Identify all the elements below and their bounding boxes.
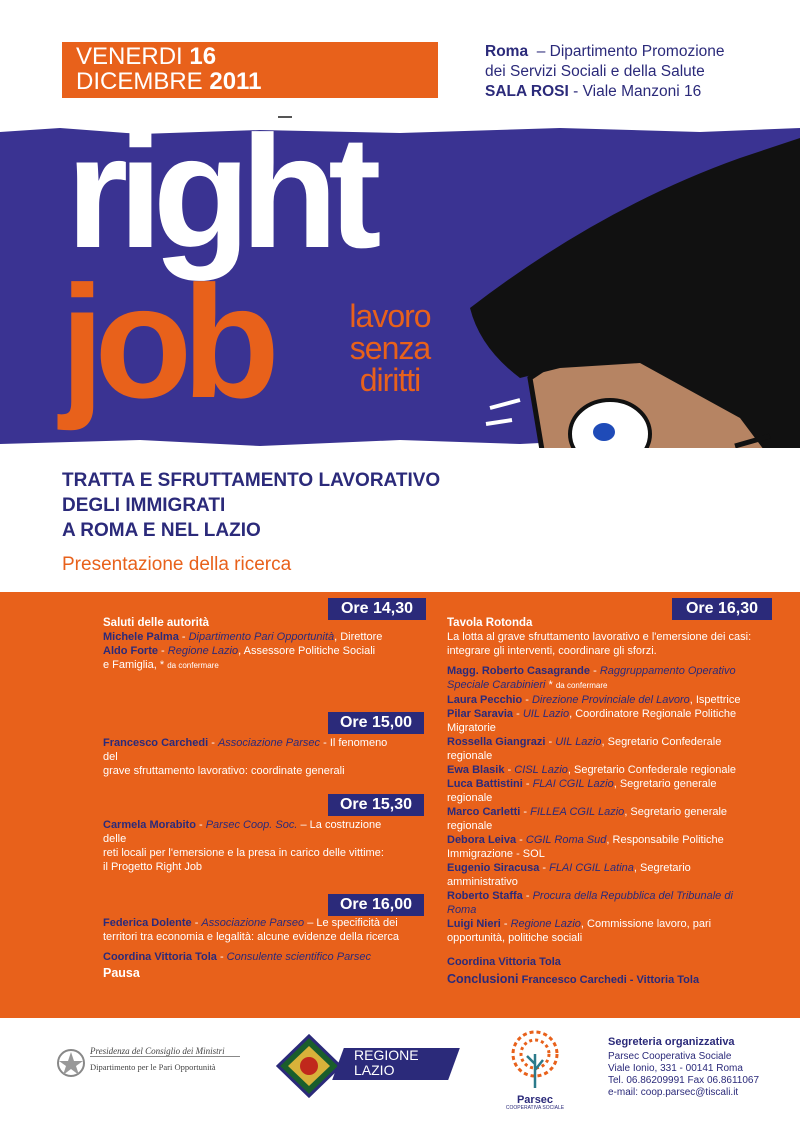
roundtable-heading: Tavola Rotonda bbox=[447, 617, 533, 629]
speaker-item: Debora Leiva - CGIL Roma Sud, Responsabile Politiche bbox=[447, 834, 724, 846]
day-label: VENERDI bbox=[76, 43, 183, 70]
venue-room: SALA ROSI bbox=[485, 83, 569, 100]
speaker-org: Procura della Repubblica del Tribunale di bbox=[532, 890, 733, 902]
speaker-name: Marco Carletti bbox=[447, 806, 521, 818]
secretariat-address: Viale Ionio, 331 - 00141 Roma bbox=[608, 1063, 743, 1074]
parsec-subtitle: COOPERATIVA SOCIALE bbox=[505, 1105, 565, 1111]
speaker-role-cont: opportunità, politiche sociali bbox=[447, 932, 583, 944]
speaker-org: FILLEA CGIL Lazio bbox=[530, 806, 625, 818]
speaker-role: , Ispettrice bbox=[689, 694, 741, 706]
event-title bbox=[62, 468, 440, 543]
speaker-role: , Direttore bbox=[334, 631, 383, 643]
day-number: 16 bbox=[189, 43, 217, 70]
tbc-note: da confermare bbox=[555, 681, 608, 690]
speaker-item: Pilar Saravia - UIL Lazio, Coordinatore Regionale Politiche bbox=[447, 708, 737, 720]
secretariat-phone: Tel. 06.86209991 Fax 06.8611067 bbox=[608, 1075, 760, 1086]
venue bbox=[485, 42, 725, 102]
speaker-role: , Segretario generale bbox=[613, 778, 717, 790]
speaker-name: Roberto Staffa bbox=[447, 890, 523, 902]
speaker-role-cont: regionale bbox=[447, 750, 493, 762]
year: 2011 bbox=[209, 68, 262, 95]
speaker-role-cont: amministrativo bbox=[447, 876, 518, 888]
speaker-org: Dipartimento Pari Opportunità bbox=[188, 631, 335, 643]
venue-line1: – Dipartimento Promozione bbox=[536, 43, 725, 60]
title-line2: DEGLI IMMIGRATI bbox=[62, 495, 226, 516]
roundtable-intro-cont: integrare gli interventi, coordinare gli sforzi. bbox=[447, 645, 657, 657]
parsec-logo bbox=[500, 1030, 570, 1114]
speaker-role: , Coordinatore Regionale Politiche bbox=[569, 708, 737, 720]
regione-line1: REGIONE bbox=[354, 1047, 419, 1063]
secretariat-email[interactable]: e-mail: coop.parsec@tiscali.it bbox=[608, 1087, 739, 1098]
venue-address: - Viale Manzoni 16 bbox=[573, 83, 702, 100]
speaker-role: , Segretario Confederale bbox=[601, 736, 722, 748]
pause-label: Pausa bbox=[103, 966, 140, 980]
speaker-item: Rossella Giangrazi - UIL Lazio, Segretario Confederale bbox=[447, 736, 722, 748]
speaker-item: Luca Battistini - FLAI CGIL Lazio, Segretario generale bbox=[447, 778, 717, 790]
time-badge-1630: Ore 16,30 bbox=[672, 598, 772, 620]
speaker-name: Francesco Carchedi bbox=[103, 737, 209, 749]
speaker-org: UIL Lazio bbox=[555, 736, 602, 748]
session-1500: Francesco Carchedi - Associazione Parsec - Il fenomeno del grave sfruttamento lavorativo: coordinate generali bbox=[103, 736, 403, 778]
speaker-role: , Segretario Confederale regionale bbox=[567, 764, 737, 776]
time-badge-1600: Ore 16,00 bbox=[328, 894, 424, 916]
speaker-role: , Assessore Politiche Sociali bbox=[238, 645, 376, 657]
speaker-name: Debora Leiva bbox=[447, 834, 517, 846]
talk-title-cont: territori tra economia e legalità: alcune evidenze della ricerca bbox=[103, 931, 399, 943]
speaker-name: Eugenio Siracusa bbox=[447, 862, 540, 874]
speaker-role-cont: Immigrazione - SOL bbox=[447, 848, 545, 860]
speaker-org: Regione Lazio bbox=[167, 645, 239, 657]
coordinator-name: Coordina Vittoria Tola bbox=[447, 956, 561, 968]
conclusions-speakers: Francesco Carchedi - Vittoria Tola bbox=[521, 974, 700, 986]
speaker-name: Ewa Blasik bbox=[447, 764, 505, 776]
conclusions-label: Conclusioni bbox=[447, 972, 519, 986]
venue-line2: dei Servizi Sociali e della Salute bbox=[485, 63, 705, 80]
secretariat-org: Parsec Cooperativa Sociale bbox=[608, 1051, 732, 1062]
speaker-item: Eugenio Siracusa - FLAI CGIL Latina, Segretario bbox=[447, 862, 691, 874]
time-badge-1500: Ore 15,00 bbox=[328, 712, 424, 734]
speaker-org: CGIL Roma Sud bbox=[525, 834, 607, 846]
speaker-role-cont: regionale bbox=[447, 820, 493, 832]
coordinator-name: Coordina Vittoria Tola bbox=[103, 951, 217, 963]
talk-title: – La costruzione delle bbox=[103, 819, 382, 845]
program-panel bbox=[0, 592, 800, 1018]
session-1600: Federica Dolente - Associazione Parseo – Le specificità dei territori tra economia e legalità: alcune evidenze della ricerca Coordina Vittoria Tola - Consulente scientifico Parsec Pausa bbox=[103, 916, 403, 980]
speaker-role-cont: e Famiglia, * bbox=[103, 659, 165, 671]
speaker-org: FLAI CGIL Lazio bbox=[532, 778, 614, 790]
speaker-item: Roberto Staffa - Procura della Repubblica del Tribunale di bbox=[447, 890, 733, 902]
regione-line2: LAZIO bbox=[354, 1062, 395, 1078]
regione-crest-icon bbox=[276, 1034, 342, 1098]
speaker-name: Luigi Nieri bbox=[447, 918, 501, 930]
regione-text bbox=[354, 1048, 419, 1078]
speaker-org: Raggruppamento Operativo bbox=[599, 665, 736, 677]
tagline bbox=[338, 300, 442, 396]
speaker-name: Pilar Saravia bbox=[447, 708, 514, 720]
emblem-icon bbox=[56, 1043, 86, 1083]
venue-city: Roma bbox=[485, 43, 529, 60]
speaker-org: Parsec Coop. Soc. bbox=[205, 819, 298, 831]
event-subtitle: Presentazione della ricerca bbox=[62, 554, 292, 575]
speaker-name: Laura Pecchio bbox=[447, 694, 523, 706]
talk-title-cont: reti locali per l'emersione e la presa in carico delle vittime: bbox=[103, 847, 384, 859]
speaker-item: Luigi Nieri - Regione Lazio, Commissione lavoro, pari bbox=[447, 918, 712, 930]
speaker-item: Magg. Roberto Casagrande - Raggruppamento Operativo bbox=[447, 665, 736, 677]
speaker-name: Rossella Giangrazi bbox=[447, 736, 546, 748]
talk-title-cont: grave sfruttamento lavorativo: coordinate generali bbox=[103, 765, 345, 777]
secretariat-title: Segreteria organizzativa bbox=[608, 1036, 735, 1048]
speaker-role-cont: regionale bbox=[447, 792, 493, 804]
talk-title: - Il fenomeno del bbox=[103, 737, 388, 763]
speaker-org: FLAI CGIL Latina bbox=[549, 862, 634, 874]
presidenza-line2: Dipartimento per le Pari Opportunità bbox=[90, 1062, 216, 1072]
session-heading: Saluti delle autorità bbox=[103, 617, 210, 629]
speaker-org: UIL Lazio bbox=[522, 708, 570, 720]
speaker-role: , Segretario bbox=[633, 862, 691, 874]
talk-title: – Le specificità dei bbox=[304, 917, 398, 929]
session-1530: Carmela Morabito - Parsec Coop. Soc. – La costruzione delle reti locali per l'emersione e la presa in carico delle vittime: il Progetto Right Job bbox=[103, 818, 403, 874]
speaker-role: , Segretario generale bbox=[624, 806, 728, 818]
regione-lazio-logo bbox=[276, 1034, 456, 1098]
speaker-item: Laura Pecchio - Direzione Provinciale del Lavoro, Ispettrice bbox=[447, 694, 741, 706]
speaker-role: , Responsabile Politiche bbox=[606, 834, 724, 846]
tree-icon bbox=[505, 1030, 565, 1090]
event-date bbox=[62, 42, 438, 98]
tagline-line1: lavoro bbox=[349, 298, 431, 334]
parsec-name: Parsec bbox=[516, 1094, 554, 1106]
speaker-name: Carmela Morabito bbox=[103, 819, 196, 831]
speaker-role: * bbox=[545, 679, 553, 691]
speaker-org: Regione Lazio bbox=[510, 918, 581, 930]
tbc-note: da confermare bbox=[167, 661, 219, 670]
presidenza-line1: Presidenza del Consiglio dei Ministri bbox=[90, 1046, 240, 1057]
title-line3: A ROMA E NEL LAZIO bbox=[62, 520, 261, 541]
speaker-name: Luca Battistini bbox=[447, 778, 523, 790]
speaker-org: Associazione Parsec bbox=[217, 737, 321, 749]
presidenza-logo bbox=[54, 1040, 244, 1090]
speaker-org: Associazione Parseo bbox=[201, 917, 305, 929]
speaker-name: Federica Dolente bbox=[103, 917, 192, 929]
speaker-role: , Commissione lavoro, pari bbox=[580, 918, 712, 930]
talk-title-cont: il Progetto Right Job bbox=[103, 861, 203, 873]
speaker-item: Marco Carletti - FILLEA CGIL Lazio, Segretario generale bbox=[447, 806, 728, 818]
speaker-org: CISL Lazio bbox=[514, 764, 568, 776]
roundtable-intro: La lotta al grave sfruttamento lavorativo e l'emersione dei casi: bbox=[447, 631, 752, 643]
speaker-name: Aldo Forte bbox=[103, 645, 158, 657]
speaker-org-cont: Roma bbox=[447, 904, 477, 916]
speaker-item: Ewa Blasik - CISL Lazio, Segretario Confederale regionale bbox=[447, 764, 737, 776]
speaker-name: Michele Palma bbox=[103, 631, 179, 643]
secretariat-info bbox=[608, 1036, 759, 1099]
speaker-name: Magg. Roberto Casagrande bbox=[447, 665, 591, 677]
tagline-line3: diritti bbox=[359, 362, 421, 398]
coordinator-org: Consulente scientifico Parsec bbox=[226, 951, 371, 963]
title-line1: TRATTA E SFRUTTAMENTO LAVORATIVO bbox=[62, 470, 441, 491]
speaker-org-cont: Speciale Carabinieri bbox=[447, 679, 546, 691]
roundtable bbox=[447, 616, 777, 987]
session-1430: Saluti delle autorità Michele Palma - Dipartimento Pari Opportunità, Direttore Aldo Forte - Regione Lazio, Assessore Politiche Sociali e Famiglia, * da confermare bbox=[103, 616, 403, 673]
time-badge-1430: Ore 14,30 bbox=[328, 598, 426, 620]
time-badge-1530: Ore 15,30 bbox=[328, 794, 424, 816]
speaker-role-cont: Migratorie bbox=[447, 722, 496, 734]
title-job: job bbox=[60, 252, 270, 431]
tagline-line2: senza bbox=[349, 330, 431, 366]
month-label: DICEMBRE bbox=[76, 68, 203, 95]
title-right: right bbox=[66, 102, 372, 281]
speaker-org: Direzione Provinciale del Lavoro bbox=[531, 694, 690, 706]
